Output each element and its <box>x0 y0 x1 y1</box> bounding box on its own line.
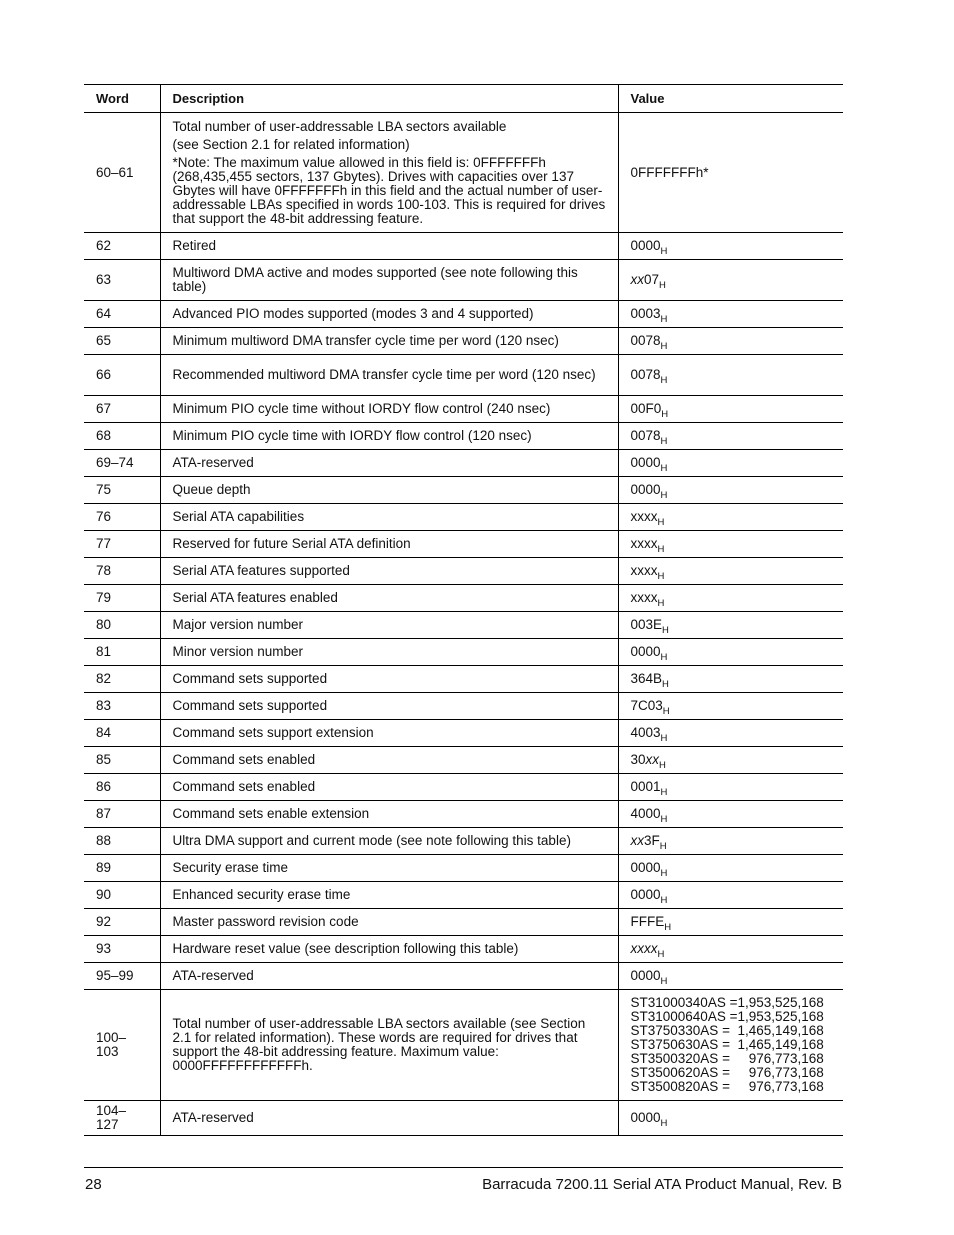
table-row <box>84 720 843 747</box>
value-cell <box>618 639 843 666</box>
header-value: Value <box>618 85 843 113</box>
description-cell: ATA-reserved <box>160 450 618 477</box>
word-cell: 63 <box>84 260 160 301</box>
description-cell: Command sets support extension <box>160 720 618 747</box>
description-cell: Minimum PIO cycle time without IORDY flow control (240 nsec) <box>160 396 618 423</box>
value-cell <box>618 1101 843 1136</box>
word-cell: 84 <box>84 720 160 747</box>
value-subscript: H <box>664 922 672 933</box>
value-text: xxxx <box>630 509 658 524</box>
value-text: 0000 <box>630 887 661 902</box>
word-cell: 69–74 <box>84 450 160 477</box>
value-cell <box>618 909 843 936</box>
word-cell: 83 <box>84 693 160 720</box>
identify-device-table <box>84 84 843 1136</box>
description-cell: Serial ATA features enabled <box>160 585 618 612</box>
model-name: ST3500620AS = <box>630 1065 745 1080</box>
table-row <box>84 936 843 963</box>
value-subscript: H <box>660 436 668 447</box>
description-cell: Minimum PIO cycle time with IORDY flow control (120 nsec) <box>160 423 618 450</box>
value-text: 0000 <box>630 644 661 659</box>
description-cell: Reserved for future Serial ATA definition <box>160 531 618 558</box>
table-row <box>84 828 843 855</box>
description-cell: Serial ATA capabilities <box>160 504 618 531</box>
value-text: xxxx <box>630 536 658 551</box>
description-cell: ATA-reserved <box>160 1101 618 1136</box>
description-cell: Command sets enabled <box>160 747 618 774</box>
value-text: 0000 <box>630 1110 661 1125</box>
description-cell: Command sets supported <box>160 666 618 693</box>
model-name: ST31000640AS = <box>630 1009 738 1024</box>
table-row <box>84 531 843 558</box>
value-text: 003E <box>630 617 663 632</box>
description-cell: Security erase time <box>160 855 618 882</box>
value-cell <box>618 693 843 720</box>
value-subscript: H <box>657 598 665 609</box>
table-row <box>84 909 843 936</box>
value-cell <box>618 504 843 531</box>
value-text: 0000 <box>630 455 661 470</box>
value-cell <box>618 355 843 396</box>
model-name: ST3500820AS = <box>630 1079 745 1094</box>
value-cell <box>618 612 843 639</box>
table-row <box>84 423 843 450</box>
description-cell: Retired <box>160 233 618 260</box>
description-cell: Minimum multiword DMA transfer cycle time per word (120 nsec) <box>160 328 618 355</box>
description-cell: Command sets enabled <box>160 774 618 801</box>
table-row <box>84 355 843 396</box>
model-capacity-line <box>631 1080 832 1094</box>
value-italic: xx <box>630 833 644 848</box>
word-cell: 95–99 <box>84 963 160 990</box>
table-row <box>84 990 843 1101</box>
value-text: 0000 <box>630 482 661 497</box>
table-row <box>84 963 843 990</box>
value-subscript: H <box>659 841 667 852</box>
model-name: ST3750630AS = <box>630 1037 738 1052</box>
description-cell: Hardware reset value (see description following this table) <box>160 936 618 963</box>
value-cell <box>618 828 843 855</box>
word-cell: 76 <box>84 504 160 531</box>
table-row <box>84 233 843 260</box>
value-subscript: H <box>660 375 668 386</box>
description-cell: Command sets enable extension <box>160 801 618 828</box>
value-italic: xxxx <box>630 941 658 956</box>
value-subscript: H <box>660 652 668 663</box>
value-cell <box>618 720 843 747</box>
table-row <box>84 774 843 801</box>
table-row <box>84 396 843 423</box>
value-text: 364B <box>630 671 663 686</box>
description-cell: Minor version number <box>160 639 618 666</box>
model-name: ST3750330AS = <box>630 1023 738 1038</box>
description-cell: Multiword DMA active and modes supported (see note following this table) <box>160 260 618 301</box>
word-cell: 90 <box>84 882 160 909</box>
value-text: 0078 <box>630 367 661 382</box>
value-cell <box>618 774 843 801</box>
table-row <box>84 747 843 774</box>
word-cell: 66 <box>84 355 160 396</box>
value-subscript: H <box>662 706 670 717</box>
word-cell: 67 <box>84 396 160 423</box>
word-cell: 82 <box>84 666 160 693</box>
word-cell: 81 <box>84 639 160 666</box>
table-row <box>84 882 843 909</box>
header-description: Description <box>160 85 618 113</box>
value-text: 7C03 <box>630 698 663 713</box>
table-row <box>84 477 843 504</box>
value-subscript: H <box>659 280 666 291</box>
table-row <box>84 693 843 720</box>
table-row <box>84 450 843 477</box>
value-subscript: H <box>657 544 665 555</box>
value-cell <box>618 666 843 693</box>
description-cell: Total number of user-addressable LBA sectors available (see Section 2.1 for related information). These words are required for drives that support the 48-bit addressing feature. Maximum value: 0000FFFFFFFFFFFFh. <box>160 990 618 1101</box>
table-row <box>84 558 843 585</box>
page-number: 28 <box>85 1176 102 1193</box>
value-cell <box>618 801 843 828</box>
table-body <box>84 113 843 1136</box>
value-cell <box>618 477 843 504</box>
value-cell <box>618 423 843 450</box>
word-cell: 89 <box>84 855 160 882</box>
table-row <box>84 328 843 355</box>
model-capacity-line <box>631 1024 832 1038</box>
value-cell <box>618 233 843 260</box>
header-word: Word <box>84 85 160 113</box>
description-cell: Serial ATA features supported <box>160 558 618 585</box>
value-italic: xx <box>630 272 644 287</box>
value-text: xxxx <box>630 563 658 578</box>
model-capacity: 976,773,168 <box>744 1051 824 1066</box>
word-cell: 88 <box>84 828 160 855</box>
word-cell: 100–103 <box>84 990 160 1101</box>
model-capacity: 976,773,168 <box>744 1065 824 1080</box>
table-row <box>84 585 843 612</box>
description-cell: Queue depth <box>160 477 618 504</box>
table-row <box>84 801 843 828</box>
value-text: 0000 <box>630 860 661 875</box>
table-row <box>84 666 843 693</box>
model-capacity-line <box>631 996 832 1010</box>
value-cell <box>618 585 843 612</box>
value-text: 0000 <box>630 968 661 983</box>
word-cell: 75 <box>84 477 160 504</box>
word-cell: 60–61 <box>84 113 160 233</box>
value-subscript: H <box>660 976 668 987</box>
description-cell <box>160 113 618 233</box>
description-line: Total number of user-addressable LBA sectors available <box>172 118 507 134</box>
table-row <box>84 639 843 666</box>
model-name: ST31000340AS = <box>630 995 738 1010</box>
value-cell: 0FFFFFFFh* <box>618 113 843 233</box>
value-text: xxxx <box>630 590 658 605</box>
value-italic: xx <box>645 752 660 767</box>
model-capacity-line <box>631 1010 832 1024</box>
table-row <box>84 301 843 328</box>
value-text: FFFE <box>630 914 665 929</box>
word-cell: 64 <box>84 301 160 328</box>
table-row <box>84 612 843 639</box>
value-subscript: H <box>660 733 668 744</box>
value-cell <box>618 882 843 909</box>
value-cell <box>618 450 843 477</box>
value-text: 0003 <box>630 306 661 321</box>
word-cell: 92 <box>84 909 160 936</box>
value-cell <box>618 558 843 585</box>
model-capacity-line <box>631 1052 832 1066</box>
model-capacity-line <box>631 1038 832 1052</box>
footer-title: Barracuda 7200.11 Serial ATA Product Manual, Rev. B <box>482 1176 842 1193</box>
table-header <box>84 85 843 113</box>
word-cell: 87 <box>84 801 160 828</box>
value-subscript: H <box>660 314 668 325</box>
value-text: 07 <box>644 272 660 287</box>
header-row <box>84 85 843 113</box>
table-row <box>84 855 843 882</box>
value-text: 0001 <box>630 779 661 794</box>
value-subscript: H <box>661 409 669 420</box>
footer-rule <box>84 1167 843 1168</box>
value-cell <box>618 301 843 328</box>
value-subscript: H <box>660 814 668 825</box>
word-cell: 77 <box>84 531 160 558</box>
value-subscript: H <box>660 490 668 501</box>
table-row <box>84 1101 843 1136</box>
word-cell: 78 <box>84 558 160 585</box>
description-cell: Ultra DMA support and current mode (see note following this table) <box>160 828 618 855</box>
model-capacity: 1,953,525,168 <box>737 995 824 1010</box>
value-cell <box>618 963 843 990</box>
word-cell: 86 <box>84 774 160 801</box>
value-cell <box>618 747 843 774</box>
word-cell: 68 <box>84 423 160 450</box>
value-subscript: H <box>659 760 666 771</box>
table-row <box>84 260 843 301</box>
value-subscript: H <box>662 625 669 636</box>
model-capacity-line <box>631 1066 832 1080</box>
word-cell: 65 <box>84 328 160 355</box>
value-text: 30 <box>630 752 646 767</box>
value-subscript: H <box>657 949 665 960</box>
description-cell: Advanced PIO modes supported (modes 3 and 4 supported) <box>160 301 618 328</box>
description-line: (see Section 2.1 for related information) <box>172 136 410 152</box>
description-cell: Master password revision code <box>160 909 618 936</box>
value-text: 4000 <box>630 806 661 821</box>
value-text: 00F0 <box>630 401 662 416</box>
model-capacity: 1,465,149,168 <box>737 1037 824 1052</box>
value-subscript: H <box>657 571 665 582</box>
description-cell: Enhanced security erase time <box>160 882 618 909</box>
value-subscript: H <box>660 1118 668 1129</box>
table-row <box>84 504 843 531</box>
description-note: *Note: The maximum value allowed in this field is: 0FFFFFFFh (268,435,455 sectors, 137 Gbytes). Drives with capacities over 137 Gbytes will have 0FFFFFFFh in this field and the actual number of user-addressable LBAs specified in words 100-103. This is required for drives that support the 48-bit addressing feature. <box>172 154 606 226</box>
value-cell <box>618 990 843 1101</box>
word-cell: 80 <box>84 612 160 639</box>
value-subscript: H <box>660 868 668 879</box>
description-cell: Major version number <box>160 612 618 639</box>
value-subscript: H <box>657 517 665 528</box>
value-subscript: H <box>660 341 668 352</box>
value-text: 0000 <box>630 238 661 253</box>
description-cell: ATA-reserved <box>160 963 618 990</box>
model-name: ST3500320AS = <box>630 1051 745 1066</box>
table-row <box>84 113 843 233</box>
value-cell <box>618 855 843 882</box>
value-cell <box>618 396 843 423</box>
description-cell: Command sets supported <box>160 693 618 720</box>
value-cell <box>618 936 843 963</box>
model-capacity: 1,465,149,168 <box>737 1023 824 1038</box>
value-subscript: H <box>660 463 668 474</box>
value-subscript: H <box>660 787 668 798</box>
model-capacity: 1,953,525,168 <box>737 1009 824 1024</box>
word-cell: 85 <box>84 747 160 774</box>
value-subscript: H <box>660 246 668 257</box>
word-cell: 79 <box>84 585 160 612</box>
value-subscript: H <box>662 679 669 690</box>
value-text: 3F <box>644 833 660 848</box>
value-cell <box>618 531 843 558</box>
value-cell <box>618 260 843 301</box>
value-text: 0078 <box>630 428 661 443</box>
value-cell <box>618 328 843 355</box>
value-text: 0078 <box>630 333 661 348</box>
description-cell: Recommended multiword DMA transfer cycle time per word (120 nsec) <box>160 355 618 396</box>
value-subscript: H <box>660 895 668 906</box>
word-cell: 104–127 <box>84 1101 160 1136</box>
model-capacity: 976,773,168 <box>744 1079 824 1094</box>
word-cell: 62 <box>84 233 160 260</box>
word-cell: 93 <box>84 936 160 963</box>
value-text: 4003 <box>630 725 661 740</box>
